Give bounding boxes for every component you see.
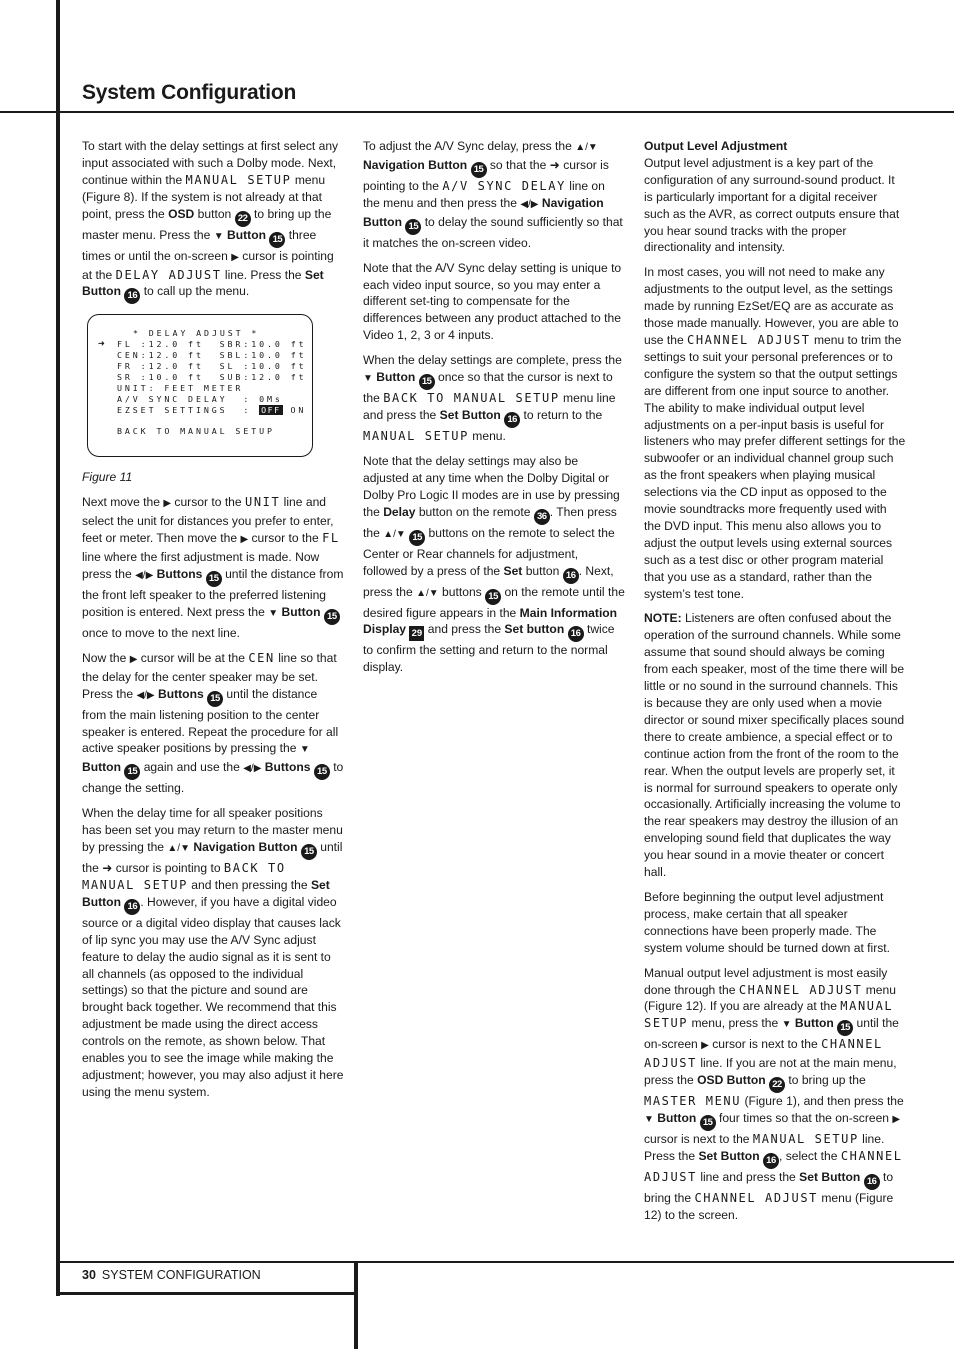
cursor-arrow-icon: ➜ <box>549 157 560 172</box>
callout-number: 15 <box>485 589 501 605</box>
right-triangle-icon: ▶ <box>129 653 138 665</box>
up-down-arrows-icon: ▲/▼ <box>167 843 190 855</box>
column-3 <box>644 138 906 1232</box>
callout-number: 16 <box>124 899 140 915</box>
paragraph: To start with the delay settings at first select any input associated with such a Dolby mode. Next, continue within the MANUAL SETUP menu (Figure 8). If the system is not already at that point, press the OSD button 22 to bring up the master menu. Press the ▼ Button 15 three times or until the on-screen ▶ cursor is pointing at the DELAY ADJUST line. Press the Set Button 16 to call up the menu. <box>82 138 344 304</box>
right-triangle-icon: ▶ <box>892 1114 901 1126</box>
down-arrow-icon: ▼ <box>213 230 224 242</box>
right-triangle-icon: ▶ <box>701 1040 709 1052</box>
footer-rule <box>56 1261 954 1263</box>
paragraph: Next move the ▶ cursor to the UNIT line and select the unit for distances you prefer to enter, feet or meter. Then move the ▶ cursor to the FL line where the first adjustment is made. Now press the ◀/▶ Buttons 15 until the distance from the front left speaker to the preferred listening position is entered. Next press the ▼ Button 15 once to move to the next line. <box>82 495 344 640</box>
paragraph: Note that the A/V Sync delay setting is unique to each video input source, so you may enter a different set-ting to compensate for the differences between any product attached to the Video 1, 2, 3 or 4 inputs. <box>363 260 622 343</box>
column-1 <box>82 138 344 1109</box>
callout-number-square: 29 <box>409 626 424 641</box>
right-triangle-icon: ▶ <box>231 251 239 263</box>
left-right-arrows-icon: ◀/▶ <box>243 763 262 775</box>
paragraph: NOTE: Listeners are often confused about the operation of the surround channels. While some assume that sound should always be coming from each speaker, most of the time there will be little or no sound in the surround channels. This is because they are only used when a movie director or sound mixer specifically places sound there to create ambience, a special effect or to continue action from the front of the room to the rear. When the output levels are properly set, it is normal for surround speakers to operate only occasionally. Artificially increasing the volume to the rear speakers may destroy the illusion of an enveloping sound field that duplicates the way you hear sound in a movie theater or concert hall. <box>644 611 905 880</box>
osd-line: FR :12.0 ft SL :10.0 ft <box>117 361 307 372</box>
callout-number: 22 <box>769 1077 785 1093</box>
paragraph: Now the ▶ cursor will be at the CEN line so that the delay for the center speaker may be set. Press the ◀/▶ Buttons 15 until the distance from the main listening position to the center speaker is entered. Repeat the procedure for all active speaker positions by pressing the ▼ Button 15 again and use the ◀/▶ Buttons 15 to change the setting. <box>82 650 344 796</box>
osd-line: SR :10.0 ft SUB:12.0 ft <box>117 372 307 382</box>
up-down-arrows-icon: ▲/▼ <box>575 142 598 153</box>
callout-number: 15 <box>301 844 317 860</box>
down-arrow-icon: ▼ <box>781 1019 792 1031</box>
left-right-arrows-icon: ◀/▶ <box>520 198 539 210</box>
paragraph: Manual output level adjustment is most easily done through the CHANNEL ADJUST menu (Figure 12). If you are already at the MANUAL SETUP menu, press the ▼ Button 15 until the on-screen ▶ cursor is next to the CHANNEL ADJUST line. If you are not at the main menu, press the OSD Button 22 to bring up the MASTER MENU (Figure 1), and then press the ▼ Button 15 four times so that the on-screen ▶ cursor is next to the MANUAL SETUP line. Press the Set Button 16 , select the CHANNEL ADJUST line and press the Set Button 16 to bring the CHANNEL ADJUST menu (Figure 12) to the screen. <box>644 965 904 1222</box>
cursor-arrow-icon: ➜ <box>98 337 105 351</box>
callout-number: 15 <box>207 691 223 707</box>
up-down-arrows-icon: ▲/▼ <box>383 528 406 540</box>
callout-number: 15 <box>269 232 285 248</box>
right-triangle-icon: ▶ <box>163 498 172 510</box>
callout-number: 15 <box>700 1115 716 1131</box>
callout-number: 22 <box>235 211 251 227</box>
callout-number: 15 <box>471 162 487 178</box>
right-triangle-icon: ▶ <box>240 534 249 546</box>
callout-number: 15 <box>837 1020 853 1036</box>
callout-number: 16 <box>504 412 520 428</box>
osd-line: CEN:12.0 ft SBL:10.0 ft <box>117 350 307 361</box>
callout-number: 15 <box>419 374 435 390</box>
down-arrow-icon: ▼ <box>363 373 373 385</box>
down-arrow-icon: ▼ <box>644 1114 654 1126</box>
callout-number: 15 <box>124 764 140 780</box>
callout-number: 15 <box>324 609 340 625</box>
left-right-arrows-icon: ◀/▶ <box>135 569 154 581</box>
osd-line: A/V SYNC DELAY : 0Ms <box>117 393 283 404</box>
osd-line: BACK TO MANUAL SETUP <box>117 426 275 437</box>
paragraph: When the delay settings are complete, press the ▼ Button 15 once so that the cursor is next to the BACK TO MANUAL SETUP menu line and press the Set Button 16 to return to the MANUAL SETUP menu. <box>363 353 622 443</box>
column-2 <box>363 138 625 684</box>
down-arrow-icon: ▼ <box>299 744 310 756</box>
down-arrow-icon: ▼ <box>268 607 279 619</box>
footer-underline <box>56 1292 356 1295</box>
osd-off-highlight: OFF <box>261 404 281 415</box>
osd-line: * DELAY ADJUST * <box>133 328 260 339</box>
page-title: System Configuration <box>82 81 297 104</box>
paragraph: Before beginning the output level adjustment process, make certain that all speaker connections have been properly made. The system volume should be turned down at first. <box>644 889 891 955</box>
footer-section: SYSTEM CONFIGURATION <box>101 1268 261 1282</box>
paragraph: To adjust the A/V Sync delay, press the ▲/▼ Navigation Button 15 so that the ➜ cursor is pointing to the A/V SYNC DELAY line on the menu and then press the ◀/▶ Navigation Button 15 to delay the sound sufficiently so that it matches the on-screen video. <box>363 139 623 250</box>
callout-number: 15 <box>409 530 425 546</box>
osd-line: FL :12.0 ft SBR:10.0 ft <box>117 339 307 350</box>
callout-number: 15 <box>405 219 421 235</box>
paragraph: Note that the delay settings may also be adjusted at any time when the Dolby Digital or Dolby Pro Logic II modes are in use by pressing the Delay button on the remote 36 . Then press the ▲/▼ 15 buttons on the remote to select the Center or Rear channels for adjustment, followed by a press of the Set button 16 . Next, press the ▲/▼ buttons 15 on the remote until the desired figure appears in the Main Information Display 29 and press the Set button 16 twice to confirm the setting and return to the normal display. <box>363 453 625 675</box>
callout-number: 15 <box>314 764 330 780</box>
cursor-arrow-icon: ➜ <box>102 861 113 876</box>
callout-number: 16 <box>568 626 584 642</box>
callout-number: 15 <box>206 571 222 587</box>
left-right-arrows-icon: ◀/▶ <box>136 689 155 701</box>
figure-caption: Figure 11 <box>82 470 133 485</box>
page-number: 30 <box>82 1268 96 1282</box>
left-margin-bar <box>56 0 60 1296</box>
callout-number: 16 <box>563 568 579 584</box>
osd-spacer <box>88 416 312 427</box>
page-footer <box>82 1268 261 1282</box>
callout-number: 36 <box>534 509 550 525</box>
osd-line: UNIT: FEET METER <box>117 382 244 393</box>
callout-number: 16 <box>124 288 140 304</box>
section-heading: Output Level Adjustment <box>644 139 788 153</box>
up-down-arrows-icon: ▲/▼ <box>416 587 439 599</box>
callout-number: 16 <box>763 1153 779 1169</box>
osd-line: EZSET SETTINGS : OFF ON <box>117 404 307 415</box>
paragraph: Output level adjustment is a key part of the configuration of any surround-sound product. It is particularly important for a digital receiver such as the AVR, as correct outputs ensure that you hear sound tracks with the proper directionality and intensity. <box>644 155 900 255</box>
title-rule <box>0 111 954 113</box>
osd-menu-delay-adjust <box>87 314 313 457</box>
paragraph: In most cases, you will not need to make any adjustments to the output level, as the settings made by running EzSet/EQ are as accurate as those made manually. However, you are able to use the CHANNEL ADJUST menu to trim the settings to suit your personal preferences or to configure the system so that the output settings are different from one input source to another. The ability to make individual output level adjustments on a per-input basis is useful for listeners who may prefer different settings for the subwoofer or an individual channel group such as the front speakers when playing musical selections via the CD input as opposed to the movie soundtracks more frequently used with the DVD input. This menu also allows you to adjust the output levels using external sources such as a test disc or other program material that you use as a standard, rather than the system’s test tone. <box>644 265 906 601</box>
paragraph: When the delay time for all speaker positions has been set you may return to the master menu by pressing the ▲/▼ Navigation Button 15 until the ➜ cursor is pointing to BACK TO MANUAL SETUP and then pressing the Set Button 16 . However, if you have a digital video source or a digital video display that causes lack of lip sync you may use the A/V Sync adjust feature to delay the audio signal as it is sent to all channels (as opposed to the individual settings) so that the picture and sound are brought back together. We recommend that this adjustment be made using the direct access controls on the remote, as shown below. That enables you to see the image while making the adjustment; however, you may also adjust it here using the menu system. <box>82 806 344 1099</box>
footer-divider-bar <box>354 1261 358 1349</box>
callout-number: 16 <box>864 1174 880 1190</box>
